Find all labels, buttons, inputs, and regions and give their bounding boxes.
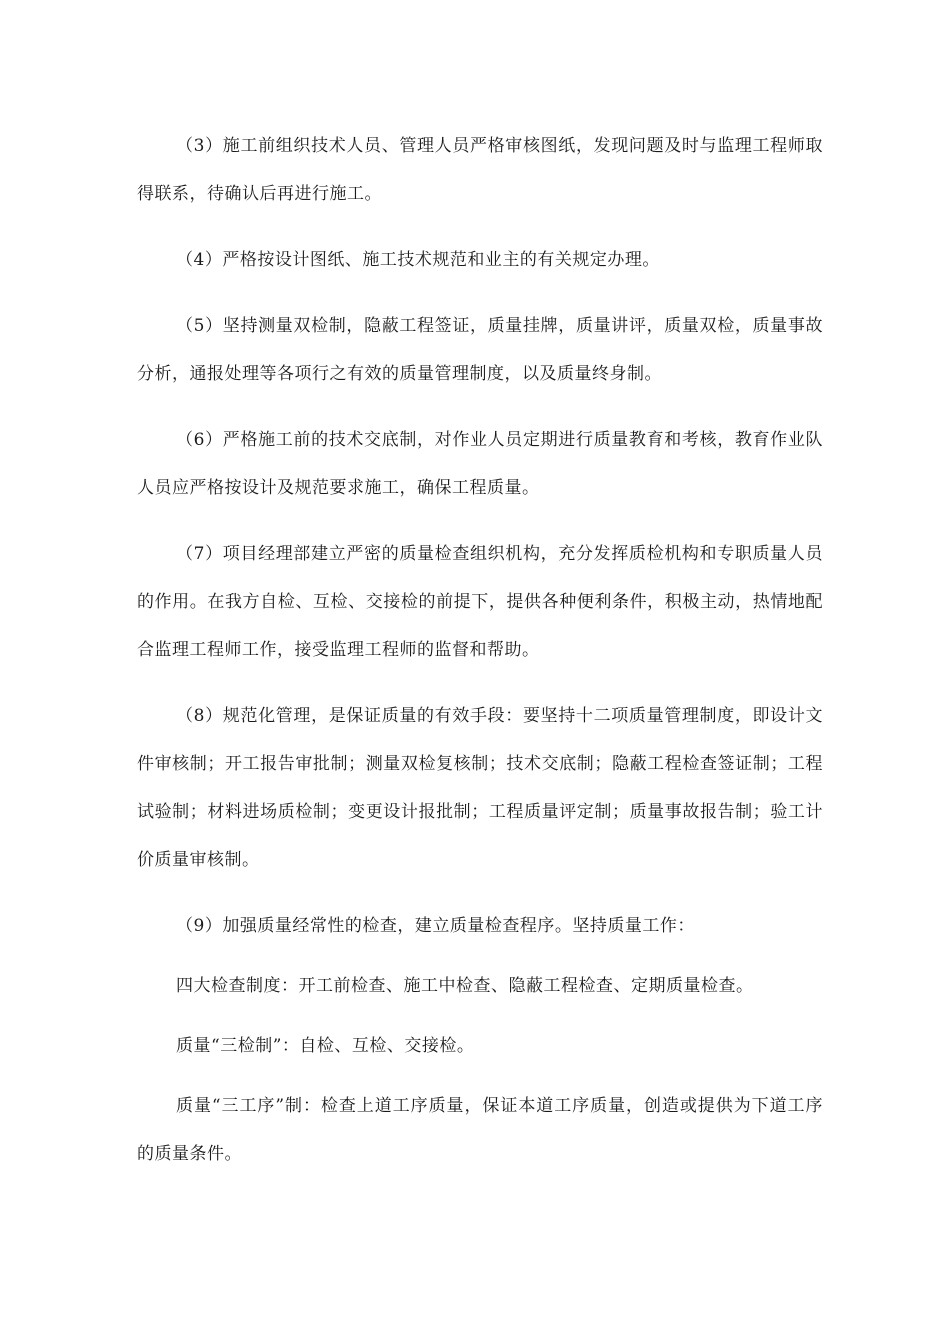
document-body bbox=[137, 122, 823, 1196]
paragraph-4: （4）严格按设计图纸、施工技术规范和业主的有关规定办理。 bbox=[176, 250, 660, 270]
paragraph-5: （5）坚持测量双检制，隐蔽工程签证，质量挂牌，质量讲评，质量双检，质量事故分析，通报处理等各项行之有效的质量管理制度，以及质量终身制。 bbox=[137, 316, 823, 384]
paragraph-8: （8）规范化管理，是保证质量的有效手段：要坚持十二项质量管理制度，即设计文件审核制；开工报告审批制；测量双检复核制；技术交底制；隐蔽工程检查签证制；工程试验制；材料进场质检制；变更设计报批制；工程质量评定制；质量事故报告制；验工计价质量审核制。 bbox=[137, 706, 823, 870]
paragraph-three-checks: 质量“三检制”：自检、互检、交接检。 bbox=[176, 1036, 475, 1056]
paragraph-four-inspections: 四大检查制度：开工前检查、施工中检查、隐蔽工程检查、定期质量检查。 bbox=[176, 976, 754, 996]
paragraph-7: （7）项目经理部建立严密的质量检查组织机构，充分发挥质检机构和专职质量人员的作用。在我方自检、互检、交接检的前提下，提供各种便利条件，积极主动，热情地配合监理工程师工作，接受监理工程师的监督和帮助。 bbox=[137, 544, 823, 660]
paragraph-three-processes: 质量“三工序”制：检查上道工序质量，保证本道工序质量，创造或提供为下道工序的质量条件。 bbox=[137, 1096, 823, 1164]
paragraph-3: （3）施工前组织技术人员、管理人员严格审核图纸，发现问题及时与监理工程师取得联系，待确认后再进行施工。 bbox=[137, 136, 823, 204]
paragraph-6: （6）严格施工前的技术交底制，对作业人员定期进行质量教育和考核，教育作业队人员应严格按设计及规范要求施工，确保工程质量。 bbox=[137, 430, 823, 498]
paragraph-9: （9）加强质量经常性的检查，建立质量检查程序。坚持质量工作： bbox=[176, 916, 695, 936]
